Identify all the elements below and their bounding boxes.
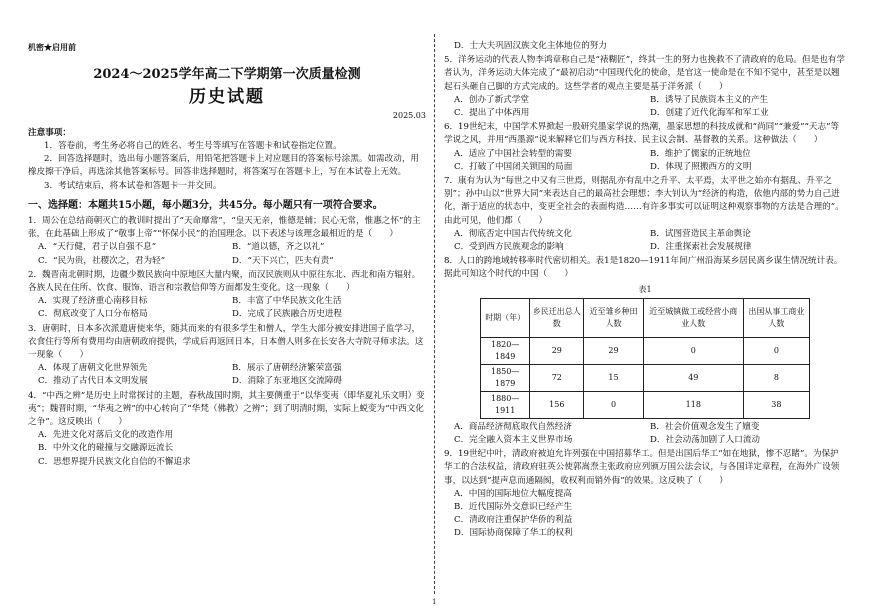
question-option: A．中国的国际地位大幅度提高 [454,488,572,499]
question-stem: 9．19世纪中叶，清政府被迫允许列强在中国招募华工。但是出国后华工“如在地狱，惨不忍睹”。为保护华工的合法权益，清政府驻英公使郭嵩焘主张政府应列颁万国公法会议，与各国详定章程，在海外广设领事，以达到“提声息而通隔阂，收权利而销外侮”的效果。这反映了（ ） [444,449,840,486]
question-block [444,448,846,540]
question-option: C．“民为贵，社稷次之，君为轻” [38,255,166,266]
subject-title: 历史试题 [189,87,265,108]
question-option: C．提出了中体西用 [454,108,530,119]
table-row [481,364,810,391]
question-stem: 7．康有为认为“每世之中又有三世焉，则据乱亦有乱中之升平、太平焉，太平世之始亦有据乱、升平之别”；孙中山以“世界大同”来表达自己的最高社会理想；李大钊认为“经济的构造，依他内部的势力自己进化，渐于适应的状态中，变更全社会的表面构造……有许多事实可以证明这种观察事物的方法是合理的”。由此可见，他们都（ ） [444,176,844,226]
question-stem: 6．19世纪末，中国学术界掀起一股研究墨家学说的热潮，墨家思想的科技成就和“尚同”“兼爱”“天志”等学说之风，并用“西墨源”说来解释它们与西方科技、民主议会制、基督教的关系。这种做法（ ） [444,122,840,146]
question-block [28,390,426,469]
table-cell: 0 [643,337,743,364]
question-option: A．“天行健，君子以自强不息” [38,242,157,253]
table-cell: 72 [530,364,584,391]
options-group [28,295,426,321]
table-header-cell: 乡民迁出总人数 [530,298,584,337]
exam-title: 2024～2025学年高二下学期第一次质量检测 [93,67,361,83]
table-header-cell: 近至雏乡种田人数 [584,298,644,337]
table-cell: 1850—1879 [481,364,530,391]
question-option: B．展示了唐朝经济繁荣富强 [232,363,342,374]
table-cell: 8 [743,364,809,391]
options-group [28,241,426,267]
table-row [481,391,810,418]
table-header-cell: 近至城镇做工或经营小商业人数 [643,298,743,337]
question-option: B．“道以德，齐之以礼” [232,242,325,253]
question-stem: 2．魏晋南北朝时期，边疆少数民族向中原地区大量内聚，而汉民族则从中原往东北、西北和南方辐射。各族人民在住所、饮食、服饰、语言和宗教信仰等方面都发生变化。这一现象（ ） [28,269,421,294]
question-option: C．清政府注重保护华侨的利益 [454,515,573,526]
question-option: C．完全融入资本主义世界市场 [454,435,573,446]
table-cell: 29 [584,337,644,364]
question-stem: 3．唐朝时，日本多次派遣唐使来华，随其而来的有很多学生和僧人，学生大部分被安排进国子监学习，衣食住行等所有费用均由唐朝政府提供，学成后再返回日本，日本僧人则多在长安各大寺院寻师求法。这一现象（ ） [28,323,424,361]
question-option: D．“天下兴亡，匹夫有责” [232,255,334,266]
options-group [444,94,846,120]
question-option: D．国际协商保障了华工的权利 [454,528,573,539]
question-option: C．打破了中国闭关锁国的局面 [454,161,573,172]
question-option: A．商品经济彻底取代自然经济 [454,421,572,432]
table-cell: 156 [530,391,584,418]
question-option: D．士大夫巩固汉族文化主体地位的努力 [454,41,607,51]
question-option: B．维护了儒家的正统地位 [650,148,751,159]
notes-heading: 注意事项： [28,127,71,138]
table-cell: 1820—1849 [481,337,530,364]
table-row [481,337,810,364]
options-group [444,488,846,541]
right-question-list [444,54,846,540]
question-stem: 8．人口的跨地域转移率时代密切相关。表1是1820—1911年间广州沿海某乡居民离乡谋生情况统计表。据此可知这个时代的中国（ ） [444,256,843,280]
options-group [444,228,846,254]
table-cell: 38 [743,391,809,418]
question-block [28,269,426,322]
left-question-list [28,215,426,469]
question-block [444,175,846,254]
table-cell: 49 [643,364,743,391]
note-item: 1．答卷前，考生务必将自己的姓名、考生号等填写在答题卡和试卷指定位置。 [44,141,342,152]
question-option: A．实现了经济重心南移目标 [38,296,148,307]
section-title: 一、选择题：本题共15小题，每小题3分，共45分。每小题只有一项符合要求。 [28,199,383,211]
question-option: B．试图营造民主革命舆论 [650,228,751,239]
question-option: D．注重探索社会发展规律 [650,242,752,253]
question-stem: 1．周公在总结商朝灭亡的教训时提出了“天命靡常”，“皇天无亲，惟德是辅；民心无常，惟惠之怀”的主张，在此基础上形成了“敬事上帝”“怀保小民”的治国理念。以下表述与该理念最相近的是（ ） [28,216,421,240]
question-block [444,255,846,447]
secret-label: 机密★启用前 [28,42,76,52]
question-option: B．社会价值观念发生了嬗变 [650,421,760,432]
question-option: A．适应了中国社会转型的需要 [454,148,572,159]
question-option: B．近代国际外交意识已经产生 [454,502,573,513]
question-option: D．社会动荡加剧了人口流动 [650,435,761,446]
question-option: C．推动了古代日本文明发展 [38,376,148,387]
question-option: C．彻底改变了人口分布格局 [38,309,148,320]
table-caption: 表1 [638,284,652,294]
question-option: B．丰富了中华民族文化生活 [232,296,342,307]
question-option: C．受到西方民族观念的影响 [454,242,564,253]
options-group [28,362,426,388]
right-column [444,40,846,541]
question-block [444,121,846,174]
question-option: D．创建了近代化海军和军工业 [650,108,769,119]
question-option: B．中外文化的碰撞与交融源远流长 [38,443,174,454]
question-option: A．彻底否定中国古代传统文化 [454,228,572,239]
page-number: 1 [432,598,437,606]
question-option: D．完成了民族融合历史进程 [232,309,343,320]
table-header-cell: 时期（年） [481,298,530,337]
question-option: D．体现了照搬西方的文明 [650,161,752,172]
table-cell: 1880—1911 [481,391,530,418]
left-column [28,40,426,469]
options-group [28,429,426,469]
question-stem: 4．“中西之辨”是历史上时常探讨的主题，春秋战国时期，其主要侧重于“以华变夷（即华夏礼乐文明）变夷”；魏晋时期，“华夷之辨”的中心转向了“华梵（佛教）之辨”；到了明清时期，实际上蜕变为“中西文化之争”。这反映出（ ） [28,390,425,428]
table-cell: 29 [530,337,584,364]
options-group [444,421,846,447]
table-cell: 118 [643,391,743,418]
question-block [28,215,426,268]
table-cell: 0 [743,337,809,364]
table-cell: 0 [584,391,644,418]
question-option: A．先进文化对落后文化的改造作用 [38,430,174,441]
column-divider [434,34,436,594]
question-option: A．创办了新式学堂 [454,94,529,105]
note-item: 3．考试结束后，将本试卷和答题卡一并交回。 [44,180,222,191]
exam-date: 2025.03 [392,110,426,120]
statistics-table [480,298,810,419]
table-header-row [481,298,810,337]
note-item: 2．回答选择题时，选出每小题答案后，用铅笔把答题卡上对应题目的答案标号涂黑。如需改动，用橡皮擦干净后，再选涂其他答案标号。回答非选择题时，将答案写在答题卡上，写在本试卷上无效。 [28,154,420,178]
question-option: D．消除了东亚地区交流障碍 [232,376,343,387]
question-option: A．体现了唐朝文化世界领先 [38,363,148,374]
question-option: C．思想界提升民族文化自信的不懈追求 [38,456,191,467]
question-option: B．诱导了民族资本主义的产生 [650,94,769,105]
question-stem: 5．洋务运动的代表人物李鸿章称自己是“裱糊匠”，终其一生的努力也挽救不了清政府的危局。但是也有学者认为，洋务运动大体完成了“最初启动”中国现代化的使命，是官这一使命是在不知不觉中，甚至是以翘起石头砸自己脚的方式完成的。这些学者的观点主要是基于洋务派（ ） [444,55,845,92]
table-cell: 15 [584,364,644,391]
table-header-cell: 出国从事工商业人数 [743,298,809,337]
question-block [28,323,426,389]
options-group [444,148,846,174]
question-block [444,54,846,120]
